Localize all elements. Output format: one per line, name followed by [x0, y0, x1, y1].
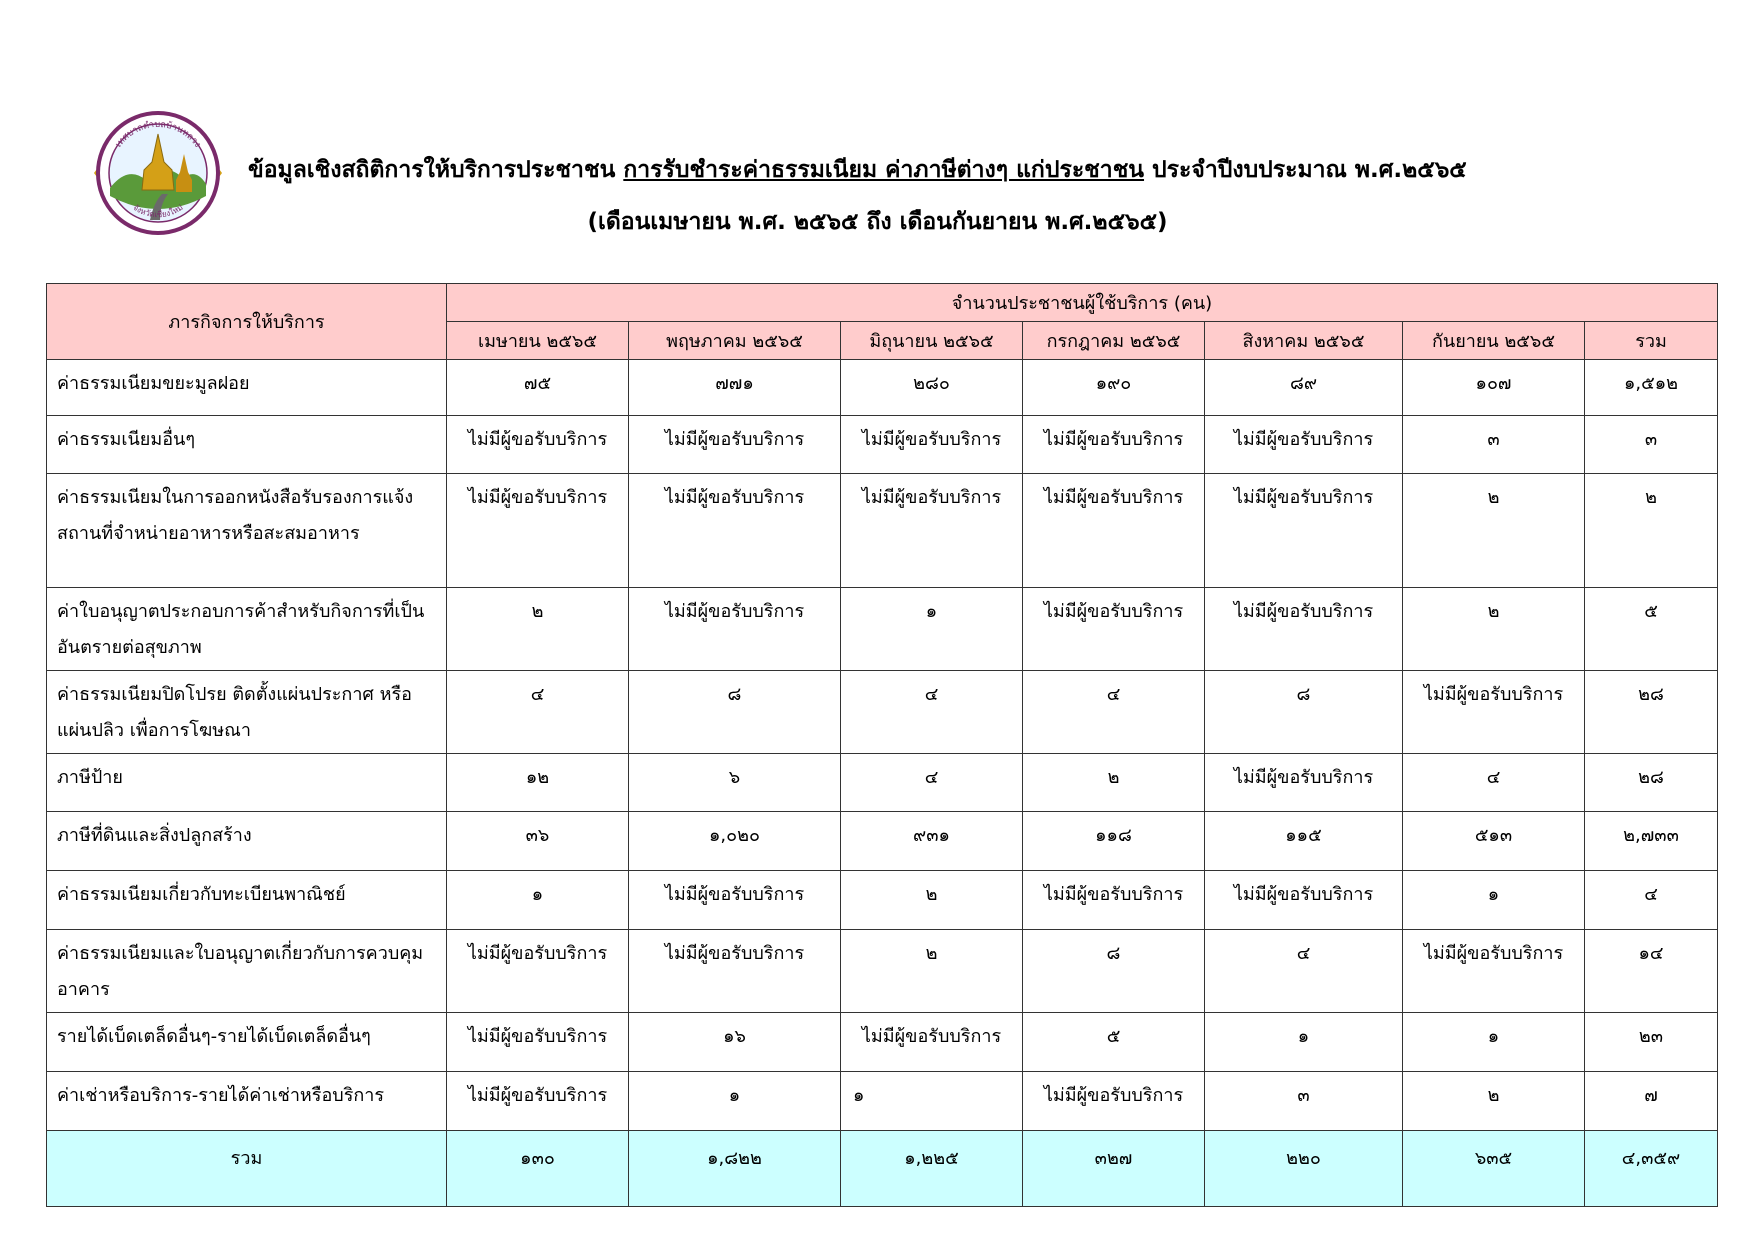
value-cell: ๙๓๑: [841, 812, 1023, 871]
row-total-cell: ๕: [1585, 588, 1718, 671]
value-cell: ไม่มีผู้ขอรับบริการ: [447, 1072, 629, 1131]
value-cell: ไม่มีผู้ขอรับบริการ: [629, 930, 841, 1013]
row-total-cell: ๗: [1585, 1072, 1718, 1131]
value-cell: ไม่มีผู้ขอรับบริการ: [1023, 474, 1205, 588]
value-cell: ๒: [1023, 754, 1205, 812]
value-cell: ไม่มีผู้ขอรับบริการ: [629, 474, 841, 588]
users-count-group-header: จำนวนประชาชนผู้ใช้บริการ (คน): [447, 284, 1718, 322]
table-row: [47, 474, 1718, 588]
header-row-group: [47, 284, 1718, 322]
value-cell: ๑,๐๒๐: [629, 812, 841, 871]
value-cell: ไม่มีผู้ขอรับบริการ: [841, 1013, 1023, 1072]
table-row: [47, 671, 1718, 754]
column-header-april: เมษายน ๒๕๖๕: [447, 322, 629, 360]
column-header-june: มิถุนายน ๒๕๖๕: [841, 322, 1023, 360]
grand-total-row: [47, 1131, 1718, 1207]
total-value-cell: ๖๓๕: [1403, 1131, 1585, 1207]
value-cell: ๑๑๕: [1205, 812, 1403, 871]
value-cell: ๘๙: [1205, 360, 1403, 416]
value-cell: ๑: [447, 871, 629, 930]
table-row: [47, 930, 1718, 1013]
title-underlined: การรับชำระค่าธรรมเนียม ค่าภาษีต่างๆ แก่ประชาชน: [623, 157, 1145, 183]
value-cell: ไม่มีผู้ขอรับบริการ: [1403, 671, 1585, 754]
value-cell: ไม่มีผู้ขอรับบริการ: [1205, 416, 1403, 474]
value-cell: ๔: [447, 671, 629, 754]
value-cell: ๒: [1403, 1072, 1585, 1131]
row-total-cell: ๑,๕๑๒: [1585, 360, 1718, 416]
value-cell: ๑๙๐: [1023, 360, 1205, 416]
value-cell: ๘: [629, 671, 841, 754]
value-cell: ไม่มีผู้ขอรับบริการ: [447, 474, 629, 588]
total-value-cell: ๑,๒๒๕: [841, 1131, 1023, 1207]
value-cell: ๑: [629, 1072, 841, 1131]
column-header-may: พฤษภาคม ๒๕๖๕: [629, 322, 841, 360]
value-cell: ๓: [1403, 416, 1585, 474]
task-cell: ค่าธรรมเนียมขยะมูลฝอย: [47, 360, 447, 416]
table-row: [47, 588, 1718, 671]
value-cell: ๕: [1023, 1013, 1205, 1072]
title-line-1: [248, 150, 1548, 190]
value-cell: ไม่มีผู้ขอรับบริการ: [629, 416, 841, 474]
task-cell: ภาษีป้าย: [47, 754, 447, 812]
table-row: [47, 360, 1718, 416]
title-suffix: ประจำปีงบประมาณ พ.ศ.๒๕๖๕: [1144, 157, 1467, 183]
value-cell: ๑: [1403, 1013, 1585, 1072]
table-row: [47, 416, 1718, 474]
logo-text-top: เทศบาลตำบลบ้านหลวง: [113, 119, 203, 150]
value-cell: ๔: [841, 754, 1023, 812]
total-value-cell: ๒๒๐: [1205, 1131, 1403, 1207]
task-cell: ค่าธรรมเนียมและใบอนุญาตเกี่ยวกับการควบคุมอาคาร: [47, 930, 447, 1013]
value-cell: ๔: [1403, 754, 1585, 812]
value-cell: ไม่มีผู้ขอรับบริการ: [447, 416, 629, 474]
value-cell: ๒: [447, 588, 629, 671]
value-cell: ๗๗๑: [629, 360, 841, 416]
value-cell: ๖: [629, 754, 841, 812]
value-cell: ๒๘๐: [841, 360, 1023, 416]
column-header-total: รวม: [1585, 322, 1718, 360]
value-cell: ไม่มีผู้ขอรับบริการ: [841, 474, 1023, 588]
value-cell: ๔: [841, 671, 1023, 754]
value-cell: ไม่มีผู้ขอรับบริการ: [1023, 588, 1205, 671]
row-total-cell: ๒๘: [1585, 754, 1718, 812]
row-total-cell: ๓: [1585, 416, 1718, 474]
value-cell: ไม่มีผู้ขอรับบริการ: [629, 588, 841, 671]
value-cell: ๔: [1023, 671, 1205, 754]
value-cell: ไม่มีผู้ขอรับบริการ: [1023, 416, 1205, 474]
grand-total-label: รวม: [47, 1131, 447, 1207]
column-header-august: สิงหาคม ๒๕๖๕: [1205, 322, 1403, 360]
value-cell: ๑๑๘: [1023, 812, 1205, 871]
total-value-cell: ๑,๘๒๒: [629, 1131, 841, 1207]
row-total-cell: ๒๘: [1585, 671, 1718, 754]
service-statistics-table: [46, 283, 1718, 1207]
value-cell: ไม่มีผู้ขอรับบริการ: [1023, 871, 1205, 930]
value-cell: ๘: [1023, 930, 1205, 1013]
value-cell: ไม่มีผู้ขอรับบริการ: [447, 1013, 629, 1072]
value-cell: ๑: [841, 1072, 1023, 1131]
row-total-cell: ๒: [1585, 474, 1718, 588]
value-cell: ๑๒: [447, 754, 629, 812]
table-row: [47, 1072, 1718, 1131]
table-row: [47, 1013, 1718, 1072]
value-cell: ไม่มีผู้ขอรับบริการ: [1023, 1072, 1205, 1131]
column-header-september: กันยายน ๒๕๖๕: [1403, 322, 1585, 360]
logo-text-bottom: จังหวัดเชียงใหม่: [131, 202, 185, 220]
value-cell: ๑: [841, 588, 1023, 671]
value-cell: ๑: [1205, 1013, 1403, 1072]
table-row: [47, 871, 1718, 930]
title-prefix: ข้อมูลเชิงสถิติการให้บริการประชาชน: [248, 157, 624, 183]
task-cell: ค่าธรรมเนียมอื่นๆ: [47, 416, 447, 474]
task-cell: ค่าธรรมเนียมเกี่ยวกับทะเบียนพาณิชย์: [47, 871, 447, 930]
value-cell: ไม่มีผู้ขอรับบริการ: [629, 871, 841, 930]
value-cell: ๑๐๗: [1403, 360, 1585, 416]
value-cell: ๓๖: [447, 812, 629, 871]
value-cell: ๓: [1205, 1072, 1403, 1131]
value-cell: ๒: [1403, 474, 1585, 588]
total-value-cell: ๑๓๐: [447, 1131, 629, 1207]
value-cell: ๒: [841, 930, 1023, 1013]
value-cell: ๑๖: [629, 1013, 841, 1072]
task-cell: ค่าธรรมเนียมในการออกหนังสือรับรองการแจ้งสถานที่จำหน่ายอาหารหรือสะสมอาหาร: [47, 474, 447, 588]
value-cell: ไม่มีผู้ขอรับบริการ: [1205, 474, 1403, 588]
task-cell: รายได้เบ็ดเตล็ดอื่นๆ-รายได้เบ็ดเตล็ดอื่นๆ: [47, 1013, 447, 1072]
value-cell: ๒: [1403, 588, 1585, 671]
row-total-cell: ๔: [1585, 871, 1718, 930]
value-cell: ไม่มีผู้ขอรับบริการ: [1205, 588, 1403, 671]
title-line-2: (เดือนเมษายน พ.ศ. ๒๕๖๕ ถึง เดือนกันยายน พ.ศ.๒๕๖๕): [587, 209, 1168, 235]
value-cell: ๗๕: [447, 360, 629, 416]
total-value-cell: ๓๒๗: [1023, 1131, 1205, 1207]
row-total-cell: ๒๓: [1585, 1013, 1718, 1072]
column-header-july: กรกฎาคม ๒๕๖๕: [1023, 322, 1205, 360]
row-total-cell: ๒,๗๓๓: [1585, 812, 1718, 871]
grand-total-value: ๔,๓๕๙: [1585, 1131, 1718, 1207]
task-cell: ค่าใบอนุญาตประกอบการค้าสำหรับกิจการที่เป็นอันตรายต่อสุขภาพ: [47, 588, 447, 671]
value-cell: ๔: [1205, 930, 1403, 1013]
row-total-cell: ๑๔: [1585, 930, 1718, 1013]
value-cell: ๘: [1205, 671, 1403, 754]
table-row: [47, 812, 1718, 871]
table-row: [47, 754, 1718, 812]
value-cell: ไม่มีผู้ขอรับบริการ: [841, 416, 1023, 474]
value-cell: ไม่มีผู้ขอรับบริการ: [1205, 754, 1403, 812]
task-cell: ภาษีที่ดินและสิ่งปลูกสร้าง: [47, 812, 447, 871]
task-cell: ค่าเช่าหรือบริการ-รายได้ค่าเช่าหรือบริการ: [47, 1072, 447, 1131]
value-cell: ไม่มีผู้ขอรับบริการ: [447, 930, 629, 1013]
value-cell: ๕๑๓: [1403, 812, 1585, 871]
value-cell: ไม่มีผู้ขอรับบริการ: [1403, 930, 1585, 1013]
value-cell: ไม่มีผู้ขอรับบริการ: [1205, 871, 1403, 930]
task-column-header: ภารกิจการให้บริการ: [47, 284, 447, 360]
value-cell: ๒: [841, 871, 1023, 930]
task-cell: ค่าธรรมเนียมปิดโปรย ติดตั้งแผ่นประกาศ หรือ แผ่นปลิว เพื่อการโฆษณา: [47, 671, 447, 754]
value-cell: ๑: [1403, 871, 1585, 930]
